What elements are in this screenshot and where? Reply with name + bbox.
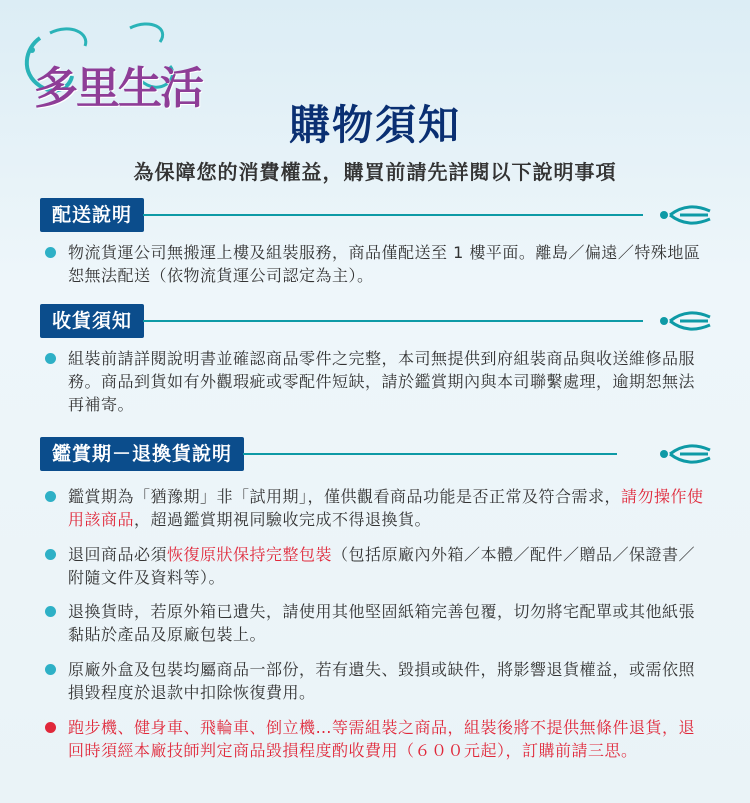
- bullet-icon: [45, 491, 56, 502]
- logo-text: 多里生活: [34, 63, 202, 114]
- section-header-return-policy: [40, 437, 617, 471]
- list-item: [45, 600, 705, 646]
- page-subtitle: 為保障您的消費權益，購買前請先詳閱以下說明事項: [133, 160, 617, 184]
- item-text: 物流貨運公司無搬運上樓及組裝服務，商品僅配送至 1 樓平面。離島／偏遠／特殊地區恕無法配送（依物流貨運公司認定為主）。: [68, 243, 701, 285]
- section-divider: [243, 453, 617, 455]
- list-item: [45, 485, 705, 531]
- bullet-icon: [45, 664, 56, 675]
- bullet-icon: [45, 353, 56, 364]
- bullet-icon: [45, 549, 56, 560]
- list-item-warning: [45, 716, 705, 762]
- item-text: 退回商品必須恢復原狀保持完整包裝（包括原廠內外箱／本體／配件／贈品／保證書／附隨文件及資料等）。: [68, 545, 696, 587]
- leaf-ornament-icon: [658, 440, 714, 468]
- list-item: [45, 543, 705, 589]
- bullet-icon: [45, 606, 56, 617]
- item-text: 原廠外盒及包裝均屬商品一部份，若有遺失、毀損或缺件，將影響退貨權益，或需依照損毀程度於退款中扣除恢復費用。: [68, 660, 696, 702]
- section-header-delivery: [40, 198, 643, 232]
- section-label: 鑑賞期－退換貨說明: [40, 437, 244, 471]
- item-text: 鑑賞期為「猶豫期」非「試用期」，僅供觀看商品功能是否正常及符合需求，請勿操作使用該商品，超過鑑賞期視同驗收完成不得退換貨。: [68, 487, 704, 529]
- item-text: 組裝前請詳閱說明書並確認商品零件之完整，本司無提供到府組裝商品與收送維修品服務。商品到貨如有外觀瑕疵或零配件短缺，請於鑑賞期內與本司聯繫處理，逾期恕無法再補寄。: [68, 349, 696, 414]
- warning-text: 請勿操作使用該商品: [68, 487, 704, 529]
- section-header-receiving: [40, 304, 643, 338]
- list-item: [45, 658, 705, 704]
- list-item: [45, 241, 705, 287]
- leaf-ornament-icon: [658, 307, 714, 335]
- leaf-ornament-icon: [658, 201, 714, 229]
- item-text: 跑步機、健身車、飛輪車、倒立機…等需組裝之商品，組裝後將不提供無條件退貨，退回時須經本廠技師判定商品毀損程度酌收費用（６００元起），訂購前請三思。: [68, 718, 696, 760]
- section-divider: [143, 320, 643, 322]
- section-label: 配送說明: [40, 198, 144, 232]
- item-text: 退換貨時，若原外箱已遺失，請使用其他堅固紙箱完善包覆，切勿將宅配單或其他紙張黏貼於產品及原廠包裝上。: [68, 602, 696, 644]
- bullet-icon: [45, 722, 56, 733]
- bullet-icon: [45, 247, 56, 258]
- section-divider: [143, 214, 643, 216]
- section-label: 收貨須知: [40, 304, 144, 338]
- page-title: 購物須知: [289, 101, 461, 149]
- list-item: [45, 347, 705, 416]
- warning-text: 恢復原狀保持完整包裝: [167, 545, 333, 564]
